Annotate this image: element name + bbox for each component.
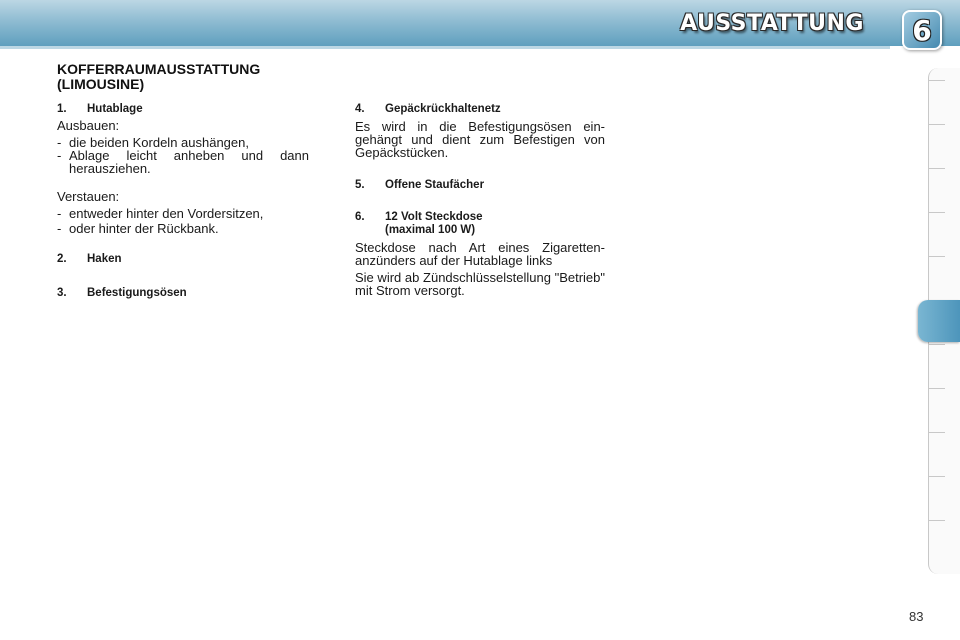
thumb-tab-5[interactable] [929,256,945,257]
item-4-heading [355,103,605,116]
item-number: 2. [57,253,67,265]
item-6-note: Sie wird ab Zündschlüsselstellung "Betrieb" mit Strom versorgt. [355,270,605,298]
verstauen-label: Verstauen: [57,189,120,204]
list-text: entweder hinter den Vordersitzen, [69,206,264,221]
item-6-heading [355,211,605,237]
item-number: 1. [57,103,67,115]
item-number: 3. [57,287,67,299]
item-title: Haken [87,253,122,265]
thumb-tab-active[interactable] [918,300,960,342]
item-1-heading [57,103,309,116]
list-item [57,207,309,220]
thumb-tab-9[interactable] [929,432,945,433]
list-item [57,149,309,175]
list-dash: - [57,135,62,150]
item-title-line1: 12 Volt Steckdose [385,211,483,223]
thumb-tab-3[interactable] [929,168,945,169]
item-title: Offene Staufächer [385,179,485,191]
item-title [385,211,483,237]
item-2-heading [57,253,309,266]
item-title-line2: (maximal 100 W) [385,224,476,236]
thumb-tab-1[interactable] [929,80,945,81]
item-3-heading [57,287,309,300]
list-item [57,222,309,235]
header-divider [0,46,890,49]
item-5-heading [355,179,605,192]
page-number: 83 [909,609,924,624]
item-title: Gepäckrückhaltenetz [385,103,501,115]
thumb-tab-11[interactable] [929,520,945,521]
verstauen-steps [57,207,309,235]
list-dash: - [57,148,62,163]
list-text: oder hinter der Rückbank. [69,221,219,236]
item-title: Hutablage [87,103,143,115]
left-column [57,103,309,300]
item-number: 4. [355,103,365,115]
list-dash: - [57,206,62,221]
thumb-tab-4[interactable] [929,212,945,213]
chapter-number-badge [902,10,942,50]
thumb-tab-10[interactable] [929,476,945,477]
section-title-line1: KOFFERRAUMAUSSTATTUNG [57,61,261,77]
right-column [355,103,605,297]
section-title-line2: (LIMOUSINE) [57,76,145,92]
item-number: 5. [355,179,365,191]
chapter-number: 6 [912,13,932,47]
list-text: Ablage leicht anheben und dann herausziehen. [69,148,309,176]
thumb-tab-7[interactable] [929,344,945,345]
chapter-title: AUSSTATTUNG [680,11,864,36]
thumb-tab-8[interactable] [929,388,945,389]
section-title [57,62,260,92]
list-text: die beiden Kordeln aushängen, [69,135,249,150]
ausbauen-steps [57,136,309,175]
item-6-text: Steckdose nach Art eines Zigaretten-anzünders auf der Hutablage links [355,240,605,268]
list-dash: - [57,221,62,236]
item-4-text: Es wird in die Befestigungsösen ein-gehängt und dient zum Befestigen von Gepäckstücken. [355,119,605,160]
thumb-tab-2[interactable] [929,124,945,125]
item-number: 6. [355,211,365,223]
ausbauen-label: Ausbauen: [57,118,120,133]
item-title: Befestigungsösen [87,287,187,299]
